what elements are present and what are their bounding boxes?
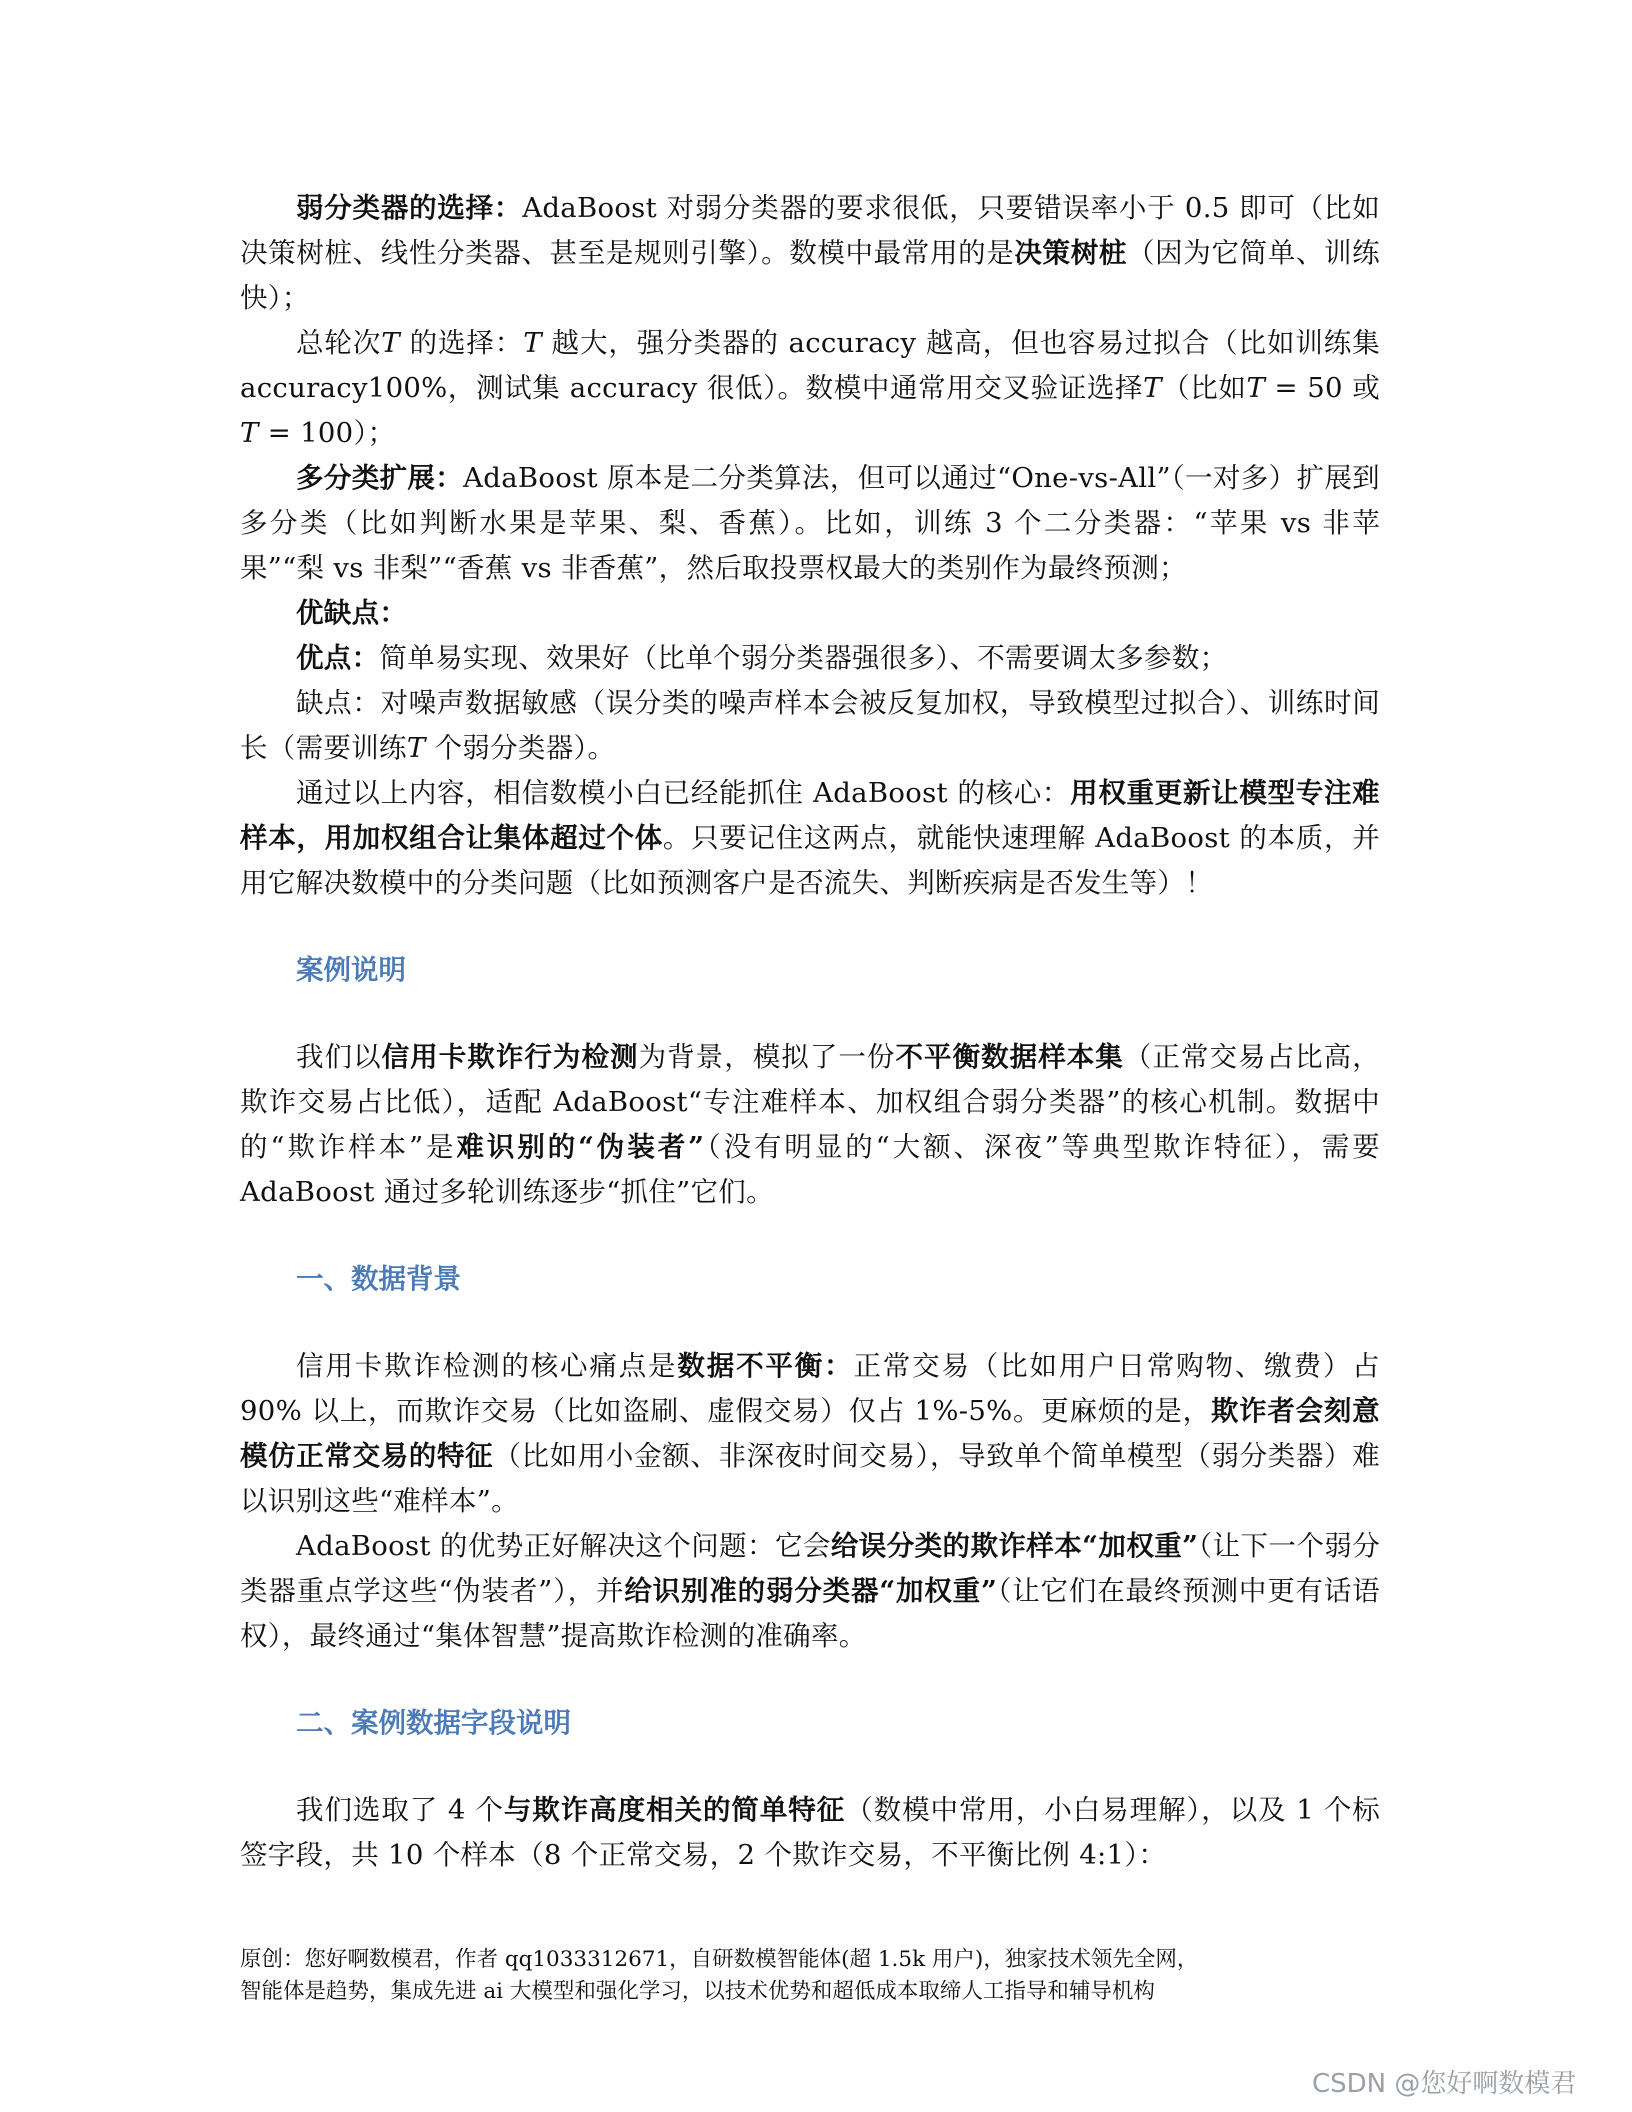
text-run: （比如用小金额、非深夜时间交易），导致单个简单模型（弱分类器）难以识别这些“难样本”。: [240, 1440, 1380, 1517]
text-run: 信用卡欺诈检测的核心痛点是: [296, 1350, 678, 1382]
text-run: 总轮次: [296, 327, 382, 359]
math-variable: T: [406, 732, 426, 764]
text-run: 缺点：对噪声数据敏感（误分类的噪声样本会被反复加权，导致模型过拟合）、训练时间长（需要训练: [240, 687, 1380, 764]
paragraph-total-rounds: [240, 321, 1380, 456]
text-run: 个弱分类器）。: [425, 732, 616, 764]
text-run: 越大，强分类器的 accuracy 越高，但也容易过拟合（比如训练集 accuracy100%，测试集 accuracy 很低）。数模中通常用交叉验证选择: [240, 327, 1380, 404]
bold-text: 决策树桩: [1014, 237, 1127, 269]
paragraph-summary: [240, 771, 1380, 906]
text-run: AdaBoost 对弱分类器的要求很低，只要错误率小于 0.5 即可（比如决策树桩、线性分类器、甚至是规则引擎）。数模中最常用的是: [240, 192, 1380, 269]
text-run: （因为它简单、训练快）；: [240, 237, 1380, 314]
footer-line: 原创：您好啊数模君，作者 qq1033312671，自研数模智能体(超 1.5k 用户)，独家技术领先全网，: [240, 1947, 1199, 1972]
bold-text: 信用卡欺诈行为检测: [381, 1041, 639, 1073]
footer-line: 智能体是趋势，集成先进 ai 大模型和强化学习，以技术优势和超低成本取缔人工指导和辅导机构: [240, 1979, 1155, 2004]
text-run: 正常交易（比如用户日常购物、缴费）占 90% 以上，而欺诈交易（比如盗刷、虚假交易）仅占 1%-5%。更麻烦的是，: [240, 1350, 1380, 1427]
text-run: = 50 或: [1265, 372, 1380, 404]
math-variable: T: [1246, 372, 1266, 404]
math-variable: T: [1143, 372, 1162, 404]
bold-text: 弱分类器的选择：: [296, 192, 523, 224]
paragraph-adaboost-advantage: [240, 1524, 1380, 1659]
text-run: 的选择：: [399, 327, 524, 359]
bold-text: 用权重更新让模型专注难样本，用加权组合让集体超过个体: [240, 777, 1380, 854]
text-run: 我们选取了 4 个: [296, 1794, 504, 1826]
paragraph-multiclass: [240, 456, 1380, 591]
bold-text: 优点：: [296, 642, 380, 674]
text-run: AdaBoost 的优势正好解决这个问题：它会: [296, 1530, 831, 1562]
text-run: （没有明显的“大额、深夜”等典型欺诈特征），需要 AdaBoost 通过多轮训练逐步“抓住”它们。: [240, 1131, 1380, 1208]
text-run: 。只要记住这两点，就能快速理解 AdaBoost 的本质，并用它解决数模中的分类问题（比如预测客户是否流失、判断疾病是否发生等）！: [240, 822, 1380, 899]
paragraph-pros: [240, 636, 1380, 681]
text-run: 通过以上内容，相信数模小白已经能抓住 AdaBoost 的核心：: [296, 777, 1071, 809]
bold-text: 数据不平衡：: [677, 1350, 854, 1382]
math-variable: T: [381, 327, 400, 359]
bold-text: 难识别的“伪装者”: [456, 1131, 705, 1163]
text-run: （正常交易占比高，欺诈交易占比低），适配 AdaBoost“专注难样本、加权组合弱分类器”的核心机制。数据中的“欺诈样本”是: [240, 1041, 1381, 1163]
page-footer: [240, 1944, 1380, 2008]
csdn-watermark: CSDN @您好啊数模君: [1312, 2069, 1577, 2099]
paragraph-weak-classifier: [240, 186, 1380, 321]
text-run: = 100）；: [258, 417, 396, 449]
text-run: 为背景，模拟了一份: [638, 1041, 896, 1073]
bold-text: 给误分类的欺诈样本“加权重”: [830, 1530, 1199, 1562]
paragraph-cons: [240, 681, 1380, 771]
heading-case-description: 案例说明: [296, 954, 406, 986]
paragraph-feature-selection: [240, 1788, 1380, 1878]
text-run: （比如: [1161, 372, 1247, 404]
bold-text: 欺诈者会刻意模仿正常交易的特征: [240, 1395, 1380, 1472]
bold-text: 多分类扩展：: [296, 462, 464, 494]
math-variable: T: [240, 417, 259, 449]
text-run: （让它们在最终预测中更有话语权），最终通过“集体智慧”提高欺诈检测的准确率。: [240, 1575, 1380, 1652]
bold-text: 与欺诈高度相关的简单特征: [503, 1794, 846, 1826]
text-run: （让下一个弱分类器重点学这些“伪装者”），并: [240, 1530, 1380, 1607]
bold-text: 优缺点：: [296, 597, 408, 629]
text-run: AdaBoost 原本是二分类算法，但可以通过“One-vs-All”（一对多）扩展到多分类（比如判断水果是苹果、梨、香蕉）。比如，训练 3 个二分类器：“苹果 vs 非苹果”“梨 vs 非梨”“香蕉 vs 非香蕉”，然后取投票权最大的类别作为最终预测；: [240, 462, 1380, 584]
bold-text: 不平衡数据样本集: [895, 1041, 1124, 1073]
heading-data-fields: 二、案例数据字段说明: [296, 1707, 571, 1739]
text-run: （数模中常用，小白易理解），以及 1 个标签字段，共 10 个样本（8 个正常交易，2 个欺诈交易，不平衡比例 4:1）：: [240, 1794, 1380, 1871]
heading-data-background: 一、数据背景: [296, 1263, 461, 1295]
text-run: 我们以: [296, 1041, 382, 1073]
paragraph-case-intro: [240, 1035, 1380, 1215]
document-body: [240, 186, 1380, 1878]
bold-text: 给识别准的弱分类器“加权重”: [624, 1575, 998, 1607]
paragraph-pros-cons-title: [240, 591, 1380, 636]
paragraph-data-imbalance: [240, 1344, 1380, 1524]
math-variable: T: [523, 327, 542, 359]
text-run: 简单易实现、效果好（比单个弱分类器强很多）、不需要调太多参数；: [379, 642, 1228, 674]
